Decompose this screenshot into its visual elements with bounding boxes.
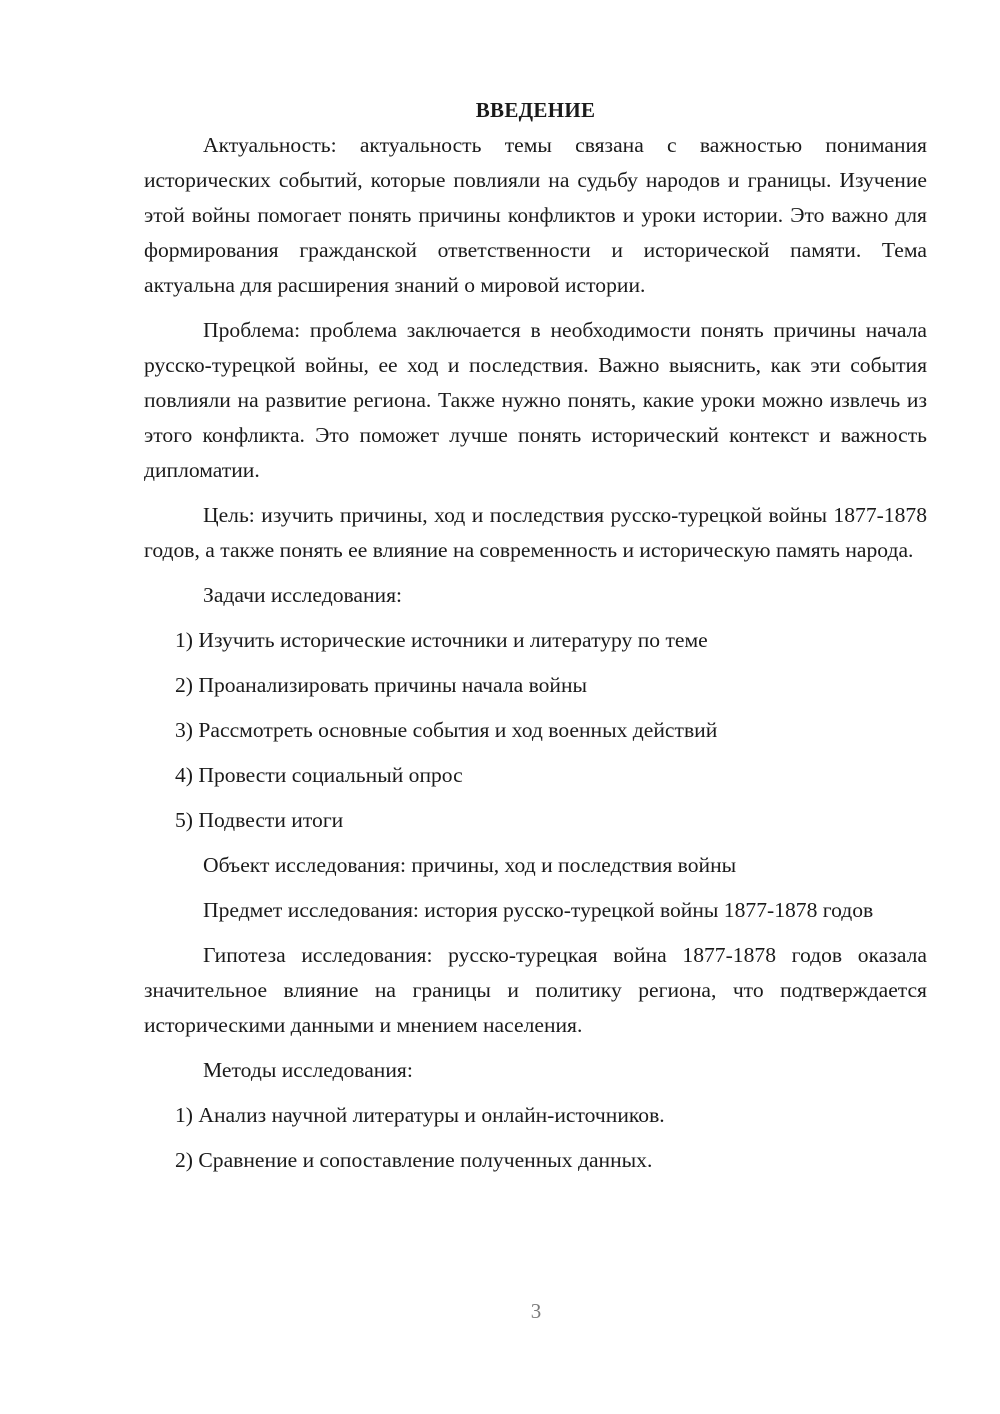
- task-item: 1) Изучить исторические источники и литературу по теме: [175, 628, 708, 652]
- problem-paragraph: Проблема: проблема заключается в необходимости понять причины начала русско-турецкой войны, ее ход и последствия. Важно выяснить, как эти события повлияли на развитие региона. Также нужно понять, какие уроки можно извлечь из этого конфликта. Это поможет лучше понять исторический контекст и важность дипломатии.: [144, 318, 927, 482]
- subject-paragraph: Предмет исследования: история русско-турецкой войны 1877-1878 годов: [203, 898, 874, 922]
- task-item: 5) Подвести итоги: [175, 808, 344, 832]
- task-item: 4) Провести социальный опрос: [175, 763, 463, 787]
- method-item: 2) Сравнение и сопоставление полученных данных.: [175, 1148, 653, 1172]
- page-number: 3: [530, 1299, 542, 1323]
- task-item: 3) Рассмотреть основные события и ход военных действий: [175, 718, 718, 742]
- task-item: 2) Проанализировать причины начала войны: [175, 673, 588, 697]
- methods-heading: Методы исследования:: [203, 1058, 413, 1082]
- section-title: ВВЕДЕНИЕ: [475, 98, 596, 122]
- tasks-heading: Задачи исследования:: [203, 583, 403, 607]
- method-item: 1) Анализ научной литературы и онлайн-источников.: [175, 1103, 665, 1127]
- object-paragraph: Объект исследования: причины, ход и последствия войны: [203, 853, 737, 877]
- goal-paragraph: Цель: изучить причины, ход и последствия русско-турецкой войны 1877-1878 годов, а также понять ее влияние на современность и историческую память народа.: [144, 503, 927, 562]
- relevance-paragraph: Актуальность: актуальность темы связана с важностью понимания исторических событий, которые повлияли на судьбу народов и границы. Изучение этой войны помогает понять причины конфликтов и уроки истории. Это важно для формирования гражданской ответственности и исторической памяти. Тема актуальна для расширения знаний о мировой истории.: [144, 133, 927, 297]
- document-page: [144, 92, 927, 1178]
- hypothesis-paragraph: Гипотеза исследования: русско-турецкая война 1877-1878 годов оказала значительное влияние на границы и политику региона, что подтверждается историческими данными и мнением населения.: [144, 943, 927, 1037]
